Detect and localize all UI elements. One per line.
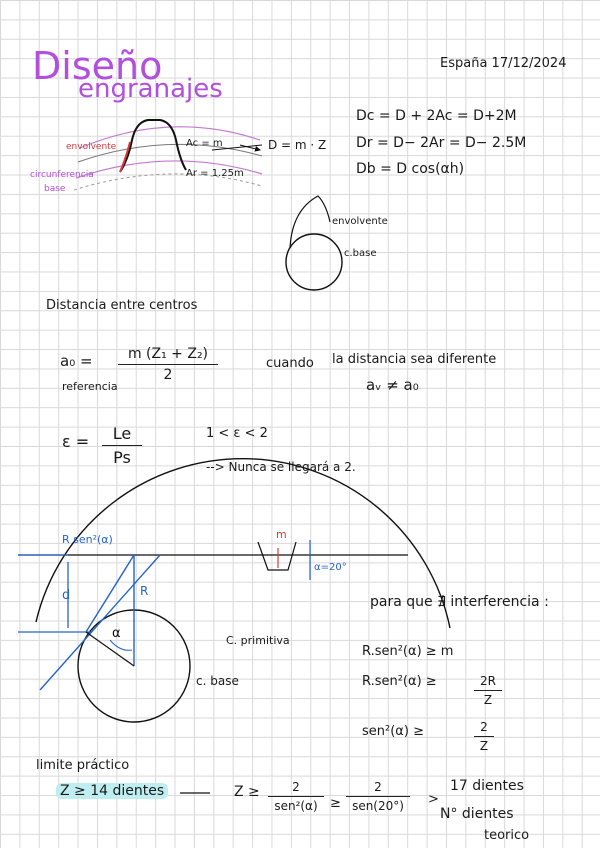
limite-ge: ≥ [330,796,341,811]
epsilon-lhs: ε = [62,432,90,451]
f1-denominator: sen²(α) [274,799,318,813]
label-base: base [44,184,66,194]
label-alpha: α [112,626,121,641]
epsilon-range: 1 < ε < 2 [206,426,268,441]
label-envolvente: envolvente [66,142,117,152]
label-referencia: referencia [62,380,118,393]
epsilon-denominator: Ps [113,448,131,467]
label-r: R [140,584,149,598]
label-d: d [62,588,71,603]
heading-distancia: Distancia entre centros [46,298,198,313]
a0-fraction [118,346,218,383]
label-rsen: R sen²(α) [62,533,113,546]
label-ar: Ar = 1.25m [186,168,244,179]
formula-dr: Dr = D− 2Ar = D− 2.5M [356,135,527,151]
a0-denominator: 2 [163,367,173,383]
label-alpha20: α=20° [314,562,347,573]
label-condicion: la distancia sea diferente [332,352,497,367]
condition-1: R.sen²(α) ≥ m [362,644,454,659]
c2-denominator: Z [483,693,493,707]
condition-3-lhs: sen²(α) ≥ [362,724,424,739]
c2-numerator: 2R [480,674,496,688]
condition-2-fraction [474,674,502,707]
condition-3-fraction [474,720,494,753]
label-av: aᵥ ≠ a₀ [366,376,419,394]
label-cbase-interf: c. base [196,674,239,688]
c3-denominator: Z [479,739,489,753]
f2-denominator: sen(20°) [352,799,404,813]
limite-highlight: Z ≥ 14 dientes [56,783,168,799]
a0-numerator: m (Z₁ + Z₂) [127,346,209,362]
page-subtitle: engranajes [78,74,223,104]
limite-label: limite práctico [36,758,130,773]
label-small-envolvente: envolvente [332,216,388,227]
limite-gt: > [428,792,439,807]
conditions-heading: para que ∄ interferencia : [370,594,549,610]
label-ac: Ac = m [186,138,223,149]
label-m: m [276,528,287,541]
limite-fraction-2 [346,780,410,813]
epsilon-note: --> Nunca se llegará a 2. [206,460,356,474]
limite-z-lhs: Z ≥ [234,784,260,800]
date: España 17/12/2024 [440,56,567,71]
epsilon-numerator: Le [112,424,132,443]
limite-fraction-1 [268,780,324,813]
formula-dc: Dc = D + 2Ac = D+2M [356,108,517,124]
label-d-eq: D = m · Z [268,138,327,152]
limite-result: 17 dientes [450,778,524,794]
label-small-cbase: c.base [344,248,377,259]
a0-lhs: a₀ = [60,352,93,370]
label-cuando: cuando [266,356,314,371]
condition-2-lhs: R.sen²(α) ≥ [362,674,437,689]
formula-db: Db = D cos(αh) [356,161,465,177]
label-cprimitiva: C. primitiva [226,634,290,647]
f2-numerator: 2 [374,780,382,794]
limite-n-dientes: N° dientes [440,806,514,822]
label-circunferencia: circunferencia [30,170,94,180]
epsilon-fraction [102,424,142,467]
c3-numerator: 2 [480,720,488,734]
limite-teorico: teorico [484,828,530,843]
page-title: Diseño [32,44,163,88]
f1-numerator: 2 [292,780,300,794]
